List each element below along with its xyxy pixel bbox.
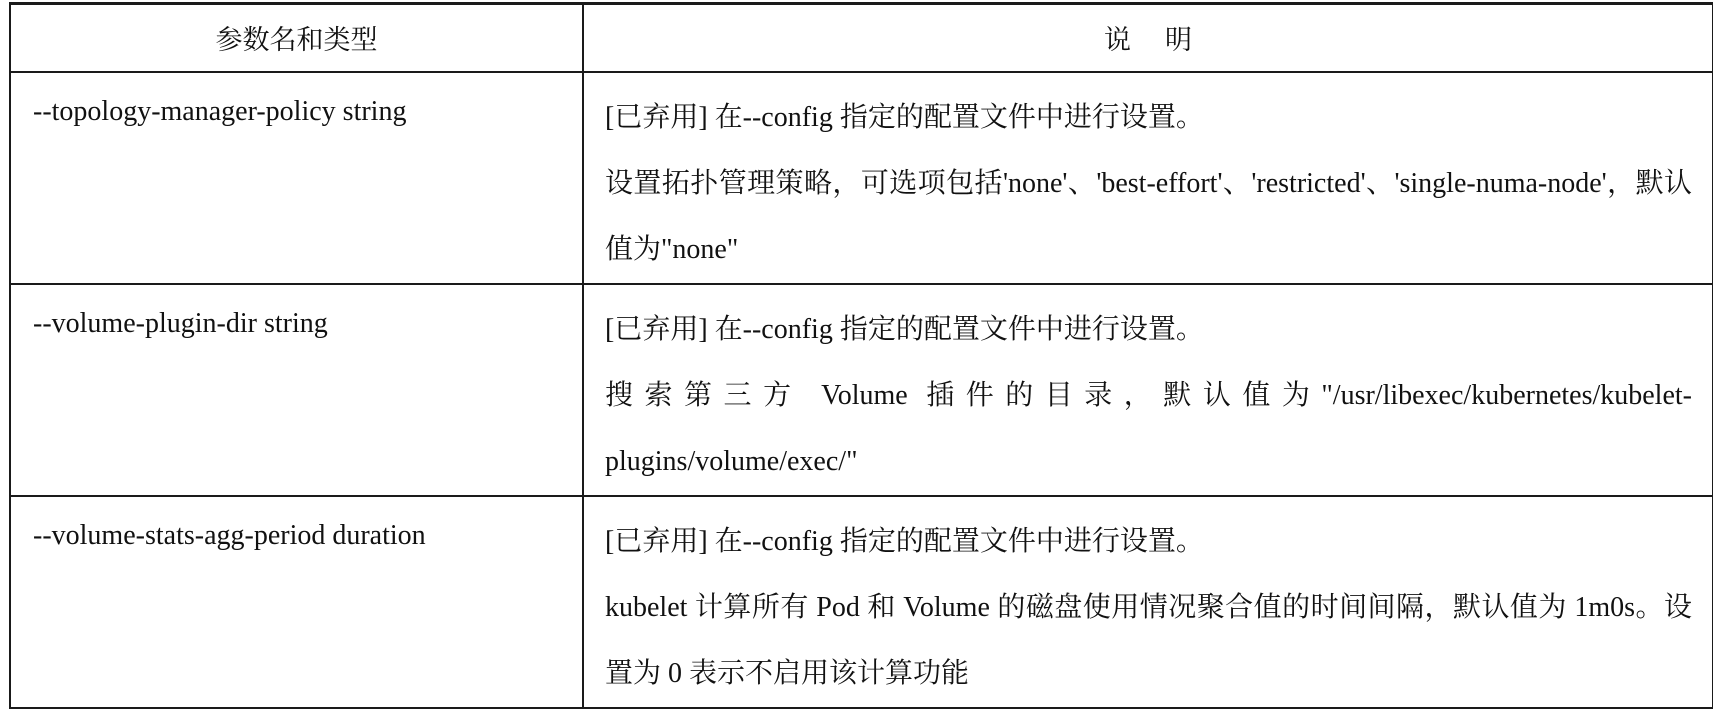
description-line: 搜索第三方 Volume 插件的目录，默认值为"/usr/libexec/kubernetes/kubelet-plugins/volume/exec/" bbox=[605, 379, 1692, 477]
table-row bbox=[10, 496, 1713, 708]
description-line: 设置拓扑管理策略，可选项包括'none'、'best-effort'、'restricted'、'single-numa-node'，默认值为"none" bbox=[605, 167, 1692, 265]
table-header-row bbox=[10, 4, 1713, 72]
param-name: --volume-plugin-dir string bbox=[10, 284, 583, 496]
description-cell bbox=[583, 284, 1713, 496]
description-cell bbox=[583, 496, 1713, 708]
description-line: [已弃用] 在--config 指定的配置文件中进行设置。 bbox=[605, 313, 1204, 345]
param-name: --topology-manager-policy string bbox=[10, 72, 583, 284]
description-line: [已弃用] 在--config 指定的配置文件中进行设置。 bbox=[605, 101, 1204, 133]
header-param: 参数名和类型 bbox=[10, 4, 583, 72]
description-line: kubelet 计算所有 Pod 和 Volume 的磁盘使用情况聚合值的时间间隔，默认值为 1m0s。设置为 0 表示不启用该计算功能 bbox=[605, 591, 1692, 689]
param-name: --volume-stats-agg-period duration bbox=[10, 496, 583, 708]
description-cell bbox=[583, 72, 1713, 284]
table-row bbox=[10, 284, 1713, 496]
description-line: [已弃用] 在--config 指定的配置文件中进行设置。 bbox=[605, 525, 1204, 557]
header-description: 说明 bbox=[583, 4, 1713, 72]
table-row bbox=[10, 72, 1713, 284]
parameter-table bbox=[9, 2, 1713, 709]
